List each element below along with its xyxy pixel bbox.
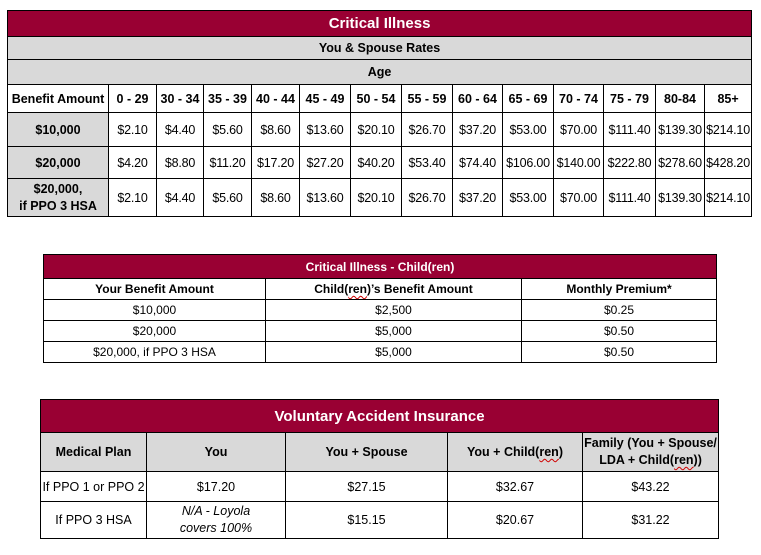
age-band-header: 50 - 54 <box>351 85 402 113</box>
rate-cell: $4.20 <box>109 147 157 179</box>
rate-cell: $37.20 <box>453 113 503 147</box>
critical-illness-table <box>7 10 752 217</box>
rate-cell: $8.80 <box>157 147 204 179</box>
table-row <box>8 113 752 147</box>
table-row <box>41 472 719 502</box>
rate-cell: $20.10 <box>351 179 402 217</box>
child-coverage-table <box>43 254 717 363</box>
rate-cell: $20.10 <box>351 113 402 147</box>
column-header <box>583 433 719 472</box>
critical-illness-title: Critical Illness <box>8 11 752 37</box>
column-header: Your Benefit Amount <box>44 279 266 300</box>
child-rate-cell: $20.67 <box>448 502 583 539</box>
column-header: Monthly Premium* <box>522 279 717 300</box>
rate-cell: $8.60 <box>252 179 300 217</box>
rate-cell: $26.70 <box>402 113 453 147</box>
age-band-header: 35 - 39 <box>204 85 252 113</box>
table-row <box>44 300 717 321</box>
age-band-header: 80-84 <box>656 85 705 113</box>
rate-cell: $5.60 <box>204 113 252 147</box>
child-benefit-cell: $5,000 <box>266 342 522 363</box>
medical-plan-cell: If PPO 3 HSA <box>41 502 147 539</box>
medical-plan-cell: If PPO 1 or PPO 2 <box>41 472 147 502</box>
age-band-header: 45 - 49 <box>300 85 351 113</box>
rate-cell: $139.30 <box>656 113 705 147</box>
age-band-header: 55 - 59 <box>402 85 453 113</box>
rate-cell: $13.60 <box>300 179 351 217</box>
age-band-header: 85+ <box>705 85 752 113</box>
you-note-line2: covers 100% <box>179 521 253 535</box>
monthly-premium-cell: $0.50 <box>522 342 717 363</box>
rate-cell: $13.60 <box>300 113 351 147</box>
child-rate-cell: $32.67 <box>448 472 583 502</box>
rate-cell: $222.80 <box>604 147 656 179</box>
rate-cell: $53.00 <box>503 179 554 217</box>
rate-cell: $139.30 <box>656 179 705 217</box>
your-benefit-cell: $20,000, if PPO 3 HSA <box>44 342 266 363</box>
you-rate-cell <box>147 502 286 539</box>
column-header: You + Spouse <box>286 433 448 472</box>
family-rate-cell: $31.22 <box>583 502 719 539</box>
rates-subtitle: You & Spouse Rates <box>8 37 752 60</box>
your-benefit-cell: $20,000 <box>44 321 266 342</box>
rate-cell: $2.10 <box>109 179 157 217</box>
rate-cell: $26.70 <box>402 179 453 217</box>
accident-table-title: Voluntary Accident Insurance <box>41 400 719 433</box>
rate-cell: $2.10 <box>109 113 157 147</box>
rate-cell: $214.10 <box>705 113 752 147</box>
rate-cell: $70.00 <box>554 113 604 147</box>
table-row <box>44 321 717 342</box>
you-note-line1: N/A - Loyola <box>181 504 251 519</box>
column-header: Medical Plan <box>41 433 147 472</box>
table-row <box>8 179 752 217</box>
child-benefit-cell: $2,500 <box>266 300 522 321</box>
age-band-header: 70 - 74 <box>554 85 604 113</box>
rate-cell: $74.40 <box>453 147 503 179</box>
benefit-amount-cell <box>8 179 109 217</box>
rate-cell: $40.20 <box>351 147 402 179</box>
rate-cell: $5.60 <box>204 179 252 217</box>
child-table-title: Critical Illness - Child(ren) <box>44 255 717 279</box>
family-header-line2: LDA + Child(ren)) <box>599 453 702 467</box>
rate-cell: $111.40 <box>604 179 656 217</box>
spouse-rate-cell: $15.15 <box>286 502 448 539</box>
age-band-header: 75 - 79 <box>604 85 656 113</box>
family-header-line1: Family (You + Spouse/ <box>584 436 717 451</box>
monthly-premium-cell: $0.50 <box>522 321 717 342</box>
rate-cell: $70.00 <box>554 179 604 217</box>
benefit-amount-cell: $20,000 <box>8 147 109 179</box>
rate-cell: $111.40 <box>604 113 656 147</box>
table-row <box>8 147 752 179</box>
rate-cell: $4.40 <box>157 113 204 147</box>
spouse-rate-cell: $27.15 <box>286 472 448 502</box>
accident-insurance-table <box>40 399 719 539</box>
table-row <box>44 342 717 363</box>
age-band-header: 60 - 64 <box>453 85 503 113</box>
rate-cell: $53.40 <box>402 147 453 179</box>
rate-cell: $8.60 <box>252 113 300 147</box>
age-label: Age <box>8 60 752 85</box>
rate-cell: $17.20 <box>252 147 300 179</box>
age-band-header: 30 - 34 <box>157 85 204 113</box>
rate-cell: $27.20 <box>300 147 351 179</box>
column-header: You <box>147 433 286 472</box>
rate-cell: $4.40 <box>157 179 204 217</box>
table-row <box>41 502 719 539</box>
your-benefit-cell: $10,000 <box>44 300 266 321</box>
benefit-amount-cell: $10,000 <box>8 113 109 147</box>
rate-cell: $37.20 <box>453 179 503 217</box>
rate-cell: $214.10 <box>705 179 752 217</box>
rate-cell: $106.00 <box>503 147 554 179</box>
monthly-premium-cell: $0.25 <box>522 300 717 321</box>
age-band-header: 65 - 69 <box>503 85 554 113</box>
age-band-header: 0 - 29 <box>109 85 157 113</box>
rate-cell: $53.00 <box>503 113 554 147</box>
benefit-amount-line1: $20,000, <box>33 181 83 196</box>
rate-cell: $428.20 <box>705 147 752 179</box>
rate-cell: $11.20 <box>204 147 252 179</box>
age-band-header: 40 - 44 <box>252 85 300 113</box>
family-rate-cell: $43.22 <box>583 472 719 502</box>
rate-cell: $278.60 <box>656 147 705 179</box>
column-header: Child(ren)’s Benefit Amount <box>266 279 522 300</box>
child-benefit-cell: $5,000 <box>266 321 522 342</box>
benefit-amount-line2: if PPO 3 HSA <box>19 198 97 213</box>
you-rate-cell: $17.20 <box>147 472 286 502</box>
rate-cell: $140.00 <box>554 147 604 179</box>
column-header: You + Child(ren) <box>448 433 583 472</box>
benefit-amount-header: Benefit Amount <box>8 85 109 113</box>
